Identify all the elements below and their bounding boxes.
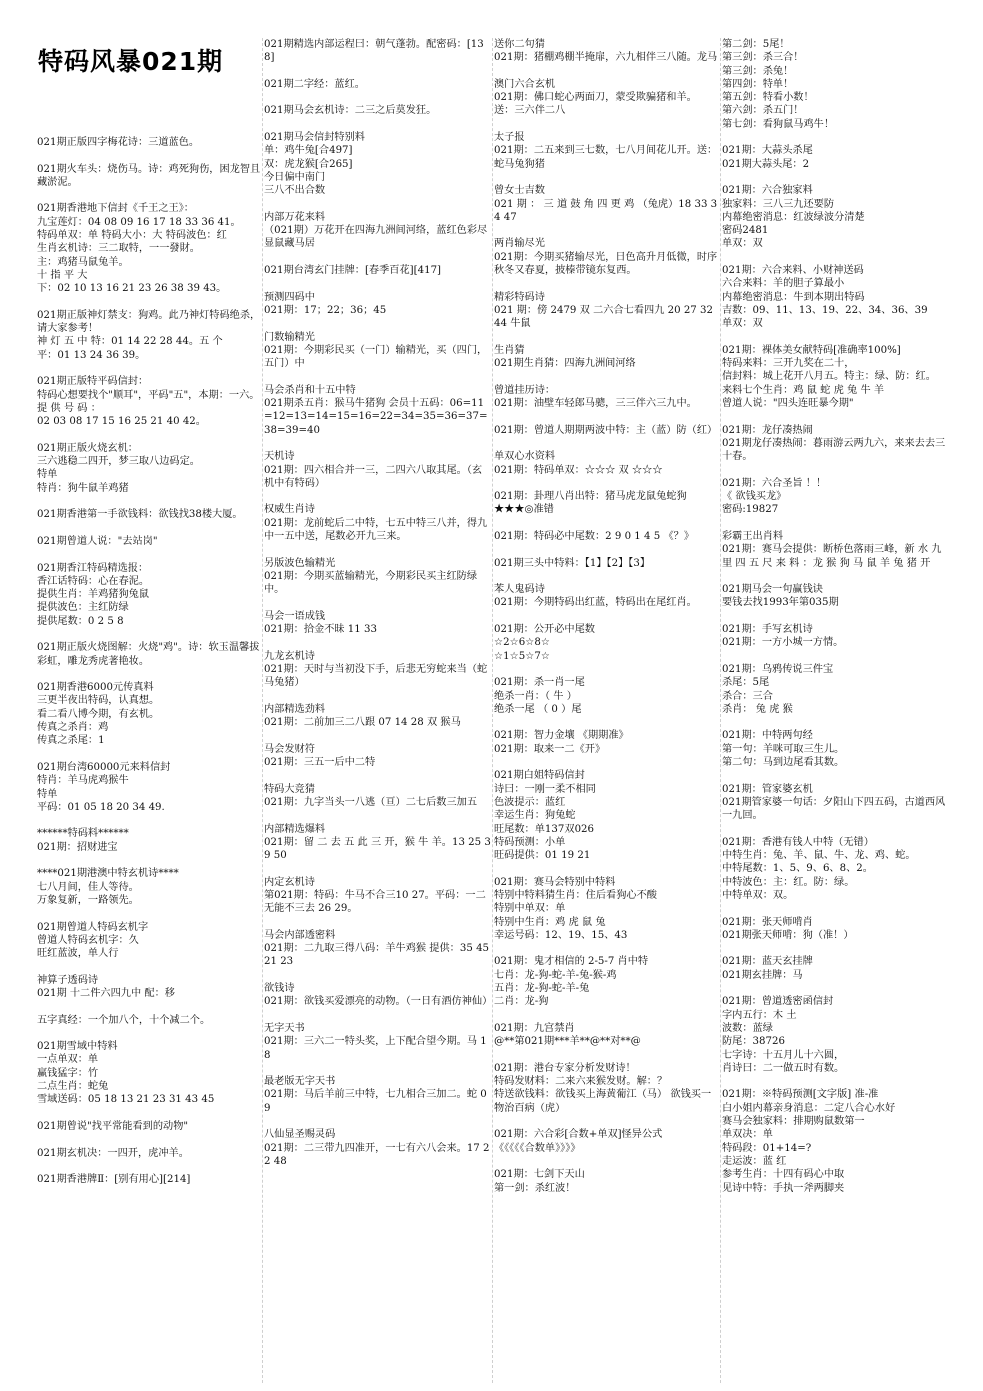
text-block: 马会杀肖和十五中特 021期杀五肖：猴马牛猪狗 会员十五码：06=11=12=13=14=15=16=22=34=35=36=37=38=39=40 [264, 384, 488, 436]
text-block: 五字真经：一个加八个，十个减二个。 [37, 1014, 211, 1026]
text-block: 021期精选内部运程曰：朝气蓬勃。配密码：[138] [264, 39, 484, 64]
text-block: 内部万花来料 （021期）万花开在四海九洲间河络，蓝红色彩尽显鼠藏马居 [264, 211, 488, 250]
column-4 [722, 38, 948, 1386]
text-block: 021期：特码必中尾数：2 9 0 1 4 5 《？》 [494, 530, 695, 542]
text-block: 021期：公开必中尾数 ☆2☆6☆8☆ ☆1☆5☆7☆ [494, 624, 595, 662]
text-block: 两肖输尽光 021期：今期买猪输尽光，日色高升月低微，时序秋冬又春夏，披榛带镜东复西。 [494, 238, 718, 277]
column-4-content [722, 38, 948, 1195]
text-block: 021期雪域中特料 一点单双：单 赢钱猛字：竹 二点生肖：蛇兔 雪域送码：05 18 13 21 23 31 43 45 [37, 1041, 215, 1106]
text-block: 权威生肖诗 021期：龙前蛇后二中特，七五中特三八并，得九中一五中送，尾数必开九三来。 [264, 504, 488, 542]
text-block: 021期：管家婆玄机 021期管家婆一句话：夕阳山下四五码，古道西风一九回。 [722, 783, 946, 822]
text-block: 021期：蓝天玄挂牌 021期玄挂牌：马 [722, 956, 813, 981]
text-block: 021期曾道人特码玄机字 曾道人特码玄机字：久 旺红蓝波，单人行 [37, 921, 149, 960]
page-title: 特码风暴021期 [38, 47, 224, 76]
text-block: 021期：※特码预测[文字版] 准-准 白小姐内幕亲身消息：二定八合心水好 赛马会独家料：排期购鼠数第一 单双决：单 特码段：01+14=? 走运波：蓝 红 参考生肖：十四有码心中取 见诗中特：手执一斧两脚夹 [722, 1089, 896, 1194]
text-block: 021期火车头：烧伤马。诗：鸡死狗伤，困龙智且藏淤泥。 [37, 163, 261, 188]
text-block: 曾女士吉数 021 期 ： 三 道 鼓 角 四 更 鸡 （兔虎）18 33 34 47 [494, 185, 718, 223]
text-block: 021期白姐特码信封 诗曰：一刚一柔不相同 色波提示：蓝红 幸运生肖：狗兔蛇 旺尾数：单137双026 特码预测：小单 旺码提供：01 19 21 [494, 770, 596, 862]
text-block: 021期曾说"找平常能看到的动物" [37, 1120, 189, 1132]
text-block: 021期：杀一肖一尾 绝杀一肖：（ 牛 ） 绝杀一尾 （ 0 ）尾 [494, 677, 585, 715]
text-block: 021期：龙仔凑热闹 021期龙仔凑热闹：暮雨游云两九六，来来去去三十春。 [722, 424, 946, 463]
text-block: 021期：六合来料、小财神送码 六合来料：羊的胆子算最小 内幕绝密消息：牛到本期出特码 吉数：09、11、13、19、22、34、36、39 单双：双 [722, 265, 928, 330]
text-block: 送你二句猜 021期：猪棚鸡棚半掩扉，六九相伴三八随。龙马 [494, 39, 718, 64]
text-block: 021期：六合圣旨 ！！ 《 欲钱买龙》 密码:19827 [722, 477, 827, 516]
text-block: 九龙玄机诗 021期：天时与当初没下手，后悲无穷蛇来当（蛇马兔猪） [264, 650, 488, 689]
text-block: 021期马会信封特别料 单：鸡牛兔[合497] 双：虎龙猴[合265] 今日偏中南门 三八不出合数 [264, 132, 365, 197]
column-3 [494, 38, 718, 1386]
text-block: 第二剑：5尾！ 第三剑：杀三合！ 第三剑：杀兔！ 第四剑：特单！ 第五剑：特看小数！ 第六剑：杀五门！ 第七剑：看狗鼠马鸡牛！ [722, 39, 835, 130]
text-block: 021期正版四字梅花诗：三道蓝色。 [37, 137, 200, 148]
text-block: 021期三头中特料：【1】【2】【3】 [494, 557, 651, 569]
text-block: 021期：大蒜头杀尾 021期大蒜头尾：2 [722, 145, 813, 170]
text-block: 021期香江特码精选报： 香江话特码：心在春泥。 提供生肖：羊鸡猪狗兔鼠 提供波色：主红防绿 提供尾数：0 2 5 8 [37, 562, 150, 627]
column-divider [492, 38, 493, 1383]
text-block: 最老版无字天书 021期：马后羊前三中特，七九相合三加二。蛇 09 [264, 1076, 487, 1114]
text-block: 内部精选爆料 021期：留 二 去 五 此 三 开，猴 牛 羊。13 25 39 50 [264, 823, 491, 862]
text-block: 021期马会玄机诗：二三之后莫发狂。 [264, 105, 437, 117]
text-block: 021期：鬼才相信的 2-5-7 肖中特 七肖：龙-狗-蛇-羊-兔-猴-鸡 五肖：龙-狗-蛇-羊-兔 二肖：龙-狗 [494, 956, 649, 1008]
text-block: 特码大竞猜 021期：九字当头一八逃（亘）二七后数三加五 [264, 783, 478, 808]
text-block: 马会发财符 021期：三五一后中二特 [264, 743, 376, 769]
text-block: 八仙显圣赐灵码 021期：二三带九四准开，一七有六八会来。17 22 48 [264, 1129, 490, 1167]
column-1 [37, 136, 264, 1386]
text-block: 021期：乌鸦传说三件宝 杀尾：5尾 杀合：三合 杀肖： 兔 虎 猴 [722, 663, 834, 715]
text-block: 021期：香港有钱人中特（无错） 中特生肖：兔、羊、鼠、牛、龙、鸡、蛇。 中特尾数：1、5、9、6、8、2。 中特波色：主：红。防：绿。 中特单双：双。 [722, 836, 916, 901]
text-block: 021期：六合彩[合数+单双]怪异公式 《《《《《合数单》》》》 [494, 1129, 663, 1154]
text-block: 021期：港台专家分析发财诗！ 特码发财料：二来六来猴发财。解：？ 特送欲钱料：欲钱买上海黄葡江（马） 欲钱买一物治百病（虎） [494, 1062, 712, 1114]
text-block: 天机诗 021期：四六相合并一三，二四六八取其尾。（玄机中有特码） [264, 451, 483, 489]
text-block: 门数输精光 021期：今期彩民买（一门）输精光，买（四门，五门）中 [264, 331, 488, 370]
text-block: 021期：曾道人期期两波中特：主（蓝）防（红） [494, 424, 718, 436]
text-block: 苯人鬼码诗 021期：今期特码出红蓝，特码出在尾红肖。 [494, 584, 697, 609]
text-block: 马会一语成钱 021期：拾金不昧 11 33 [264, 610, 377, 636]
text-block: 彩霸王出肖料 021期：赛马会提供：断桥色落雨三峰，新 水 九 里 四 五 尺 来 料 ：龙 猴 狗 马 鼠 羊 兔 猪 开 [722, 530, 942, 569]
text-block: 无字天书 021期：三六二一特头奖，上下配合望今期。马 18 [264, 1022, 487, 1061]
text-block: 021期香港牌Ⅱ：[别有用心][214] [37, 1174, 191, 1186]
text-block: 马会内部透密料 021期：二九取三得八码：羊牛鸡猴 提供：35 45 21 23 [264, 929, 490, 968]
text-block: 021期：卦理八肖出特：猪马虎龙鼠兔蛇狗 ★★★◎准错 [494, 491, 687, 516]
text-block: 欲钱诗 021期：欲钱买爱漂亮的动物。（一日有酒仿神仙） [264, 983, 493, 1008]
text-block: 021期：曾道透密函信封 字内五行：木 土 波数：蓝绿 防尾：38726 七字诗：十五月儿十六圆， 肖诗曰：二一做五时有数。 [722, 996, 845, 1074]
text-block: 021期马会一句赢钱诀 要钱去找1993年第035期 [722, 584, 839, 609]
text-block: 预测四码中 021期：17；22；36；45 [264, 291, 387, 316]
text-block: 澳门六合玄机 021期：佛口蛇心两面刀，蒙受欺骗猪和羊。 送：三六伴二八 [494, 78, 697, 117]
text-block: 021期：九宫禁肖 @**第021期***羊**@**对**@ [494, 1022, 641, 1048]
text-block: 精彩特码诗 021 期：傍 2479 双 二六合七看四九 20 27 32 44 牛鼠 [494, 291, 713, 330]
text-block: 021期正版火烧玄机： 三六逃稳二四开，梦三取八边码定。 特单 特肖：狗牛鼠羊鸡猪 [37, 442, 200, 494]
text-block: 神算子透码诗 021期 十二件六四九中 配：移 [37, 974, 175, 999]
text-block: 021期二字经：蓝红。 [264, 78, 365, 90]
text-block: 内定玄机诗 第021期：特码：牛马不合三10 27。平码：一二无能不三去 26 29。 [264, 876, 486, 915]
text-block: 021期：智力金壤 《期期准》 021期：取来一二《开》 [494, 730, 629, 755]
column-2 [264, 38, 491, 1386]
column-divider [262, 38, 263, 1383]
column-1-content [37, 136, 264, 1186]
text-block: 021期香港6000元传真料 三更半夜出特码，认真想。 看二看八博今期，有玄机。 传真之杀肖：鸡 传真之杀尾：1 [37, 682, 160, 747]
text-block: 021期正版特平码信封： 特码心想要找个"顺耳"，平码"五"，本期：一六。 提 供 号 码 ： 02 03 08 17 15 16 25 21 40 42。 [37, 376, 260, 428]
text-block: 021期：张天师啃肖 021期张天师啃：狗（准！） [722, 916, 854, 941]
text-block: 021期：裸体美女献特码[准确率100%] 特码来料：三开九奖在二十， 信封料：城上花开八月五。特主：绿、防：红。 来料七个生肖：鸡 鼠 蛇 虎 兔 牛 羊 曾道人说："四头连旺暴今期" [722, 344, 936, 410]
text-block: 021期：赛马会特别中特料 特别中特料猜生肖：住后看狗心不酸 特别中单双：单 特别中生肖：鸡 虎 鼠 兔 幸运号码：12、19、15、43 [494, 876, 657, 941]
text-block: 单双心水资料 021期：特码单双：☆☆☆ 双 ☆☆☆ [494, 451, 663, 476]
text-block: 内部精选劲料 021期：二前加三二八跟 07 14 28 双 猴马 [264, 703, 461, 729]
text-block: 另版波色输精光 021期：今期买蓝输精光，今期彩民买主红防绿中。 [264, 557, 478, 596]
text-block: 太子报 021期：二五来到三七数，七八月间花儿开。送：蛇马兔狗猪 [494, 132, 718, 170]
text-block: 021期台湾60000元来料信封 特肖：羊马虎鸡猴牛 特单 平码：01 05 18 20 34 49. [37, 761, 171, 813]
text-block: 021期曾道人说："去站岗" [37, 535, 158, 547]
text-block: ******特码料****** 021期：招财进宝 [37, 828, 129, 853]
text-block: 021期：手写玄机诗 021期：一方小城一方情。 [722, 624, 844, 649]
text-block: 021期正版神灯禁支：狗鸡。此乃神灯特码绝杀，请大家参考！ 神 灯 五 中 特：01 14 22 28 44。五 个 平：01 13 24 36 39。 [37, 309, 261, 361]
text-block: 021期：七剑下天山 第一剑：杀红波！ [494, 1169, 585, 1194]
text-block: ****021期港澳中特玄机诗**** 七八月间，佳人等待。 万象复新，一路领先。 [37, 868, 179, 906]
text-block: 021期正版火烧图解：火烧"鸡"。诗：软玉温馨拔彩虹，雕龙秀虎著艳妆。 [37, 642, 260, 667]
column-2-content [264, 38, 491, 1168]
text-block: 021期：六合独家料 独家料：三八三九还要防 内幕绝密消息：红波绿波分清楚 密码2481 单双：双 [722, 185, 865, 250]
text-block: 曾道挂历诗： 021期：油壁车轻郎马骢，三三伴六三九中。 [494, 384, 697, 410]
text-block: 021期香港地下信封《千王之王》： 九宝莲灯：04 08 09 16 17 18 33 36 41。 特码单双：单 特码大小：大 特码波色：红 生肖玄机诗：三二取特，一一發財。 主：鸡猪马鼠兔羊。 十 指 平 大 下：02 10 13 16 21 23 26 38 39 43。 [37, 203, 241, 295]
column-divider [720, 38, 721, 1383]
text-block: 021期玄机决：一四开，虎冲羊。 [37, 1147, 189, 1159]
column-3-content [494, 38, 718, 1195]
text-block: 021期香港第一手欲钱料：欲钱找38楼大厦。 [37, 509, 243, 521]
text-block: 生肖猜 021期生肖猜：四海九洲间河络 [494, 344, 636, 370]
text-block: 021期台湾玄门挂牌：[春季百花][417] [264, 265, 442, 277]
text-block: 021期：中特两句经 第一句：羊咪可取三生儿。 第二句：马到边尾看其数。 [722, 730, 845, 769]
